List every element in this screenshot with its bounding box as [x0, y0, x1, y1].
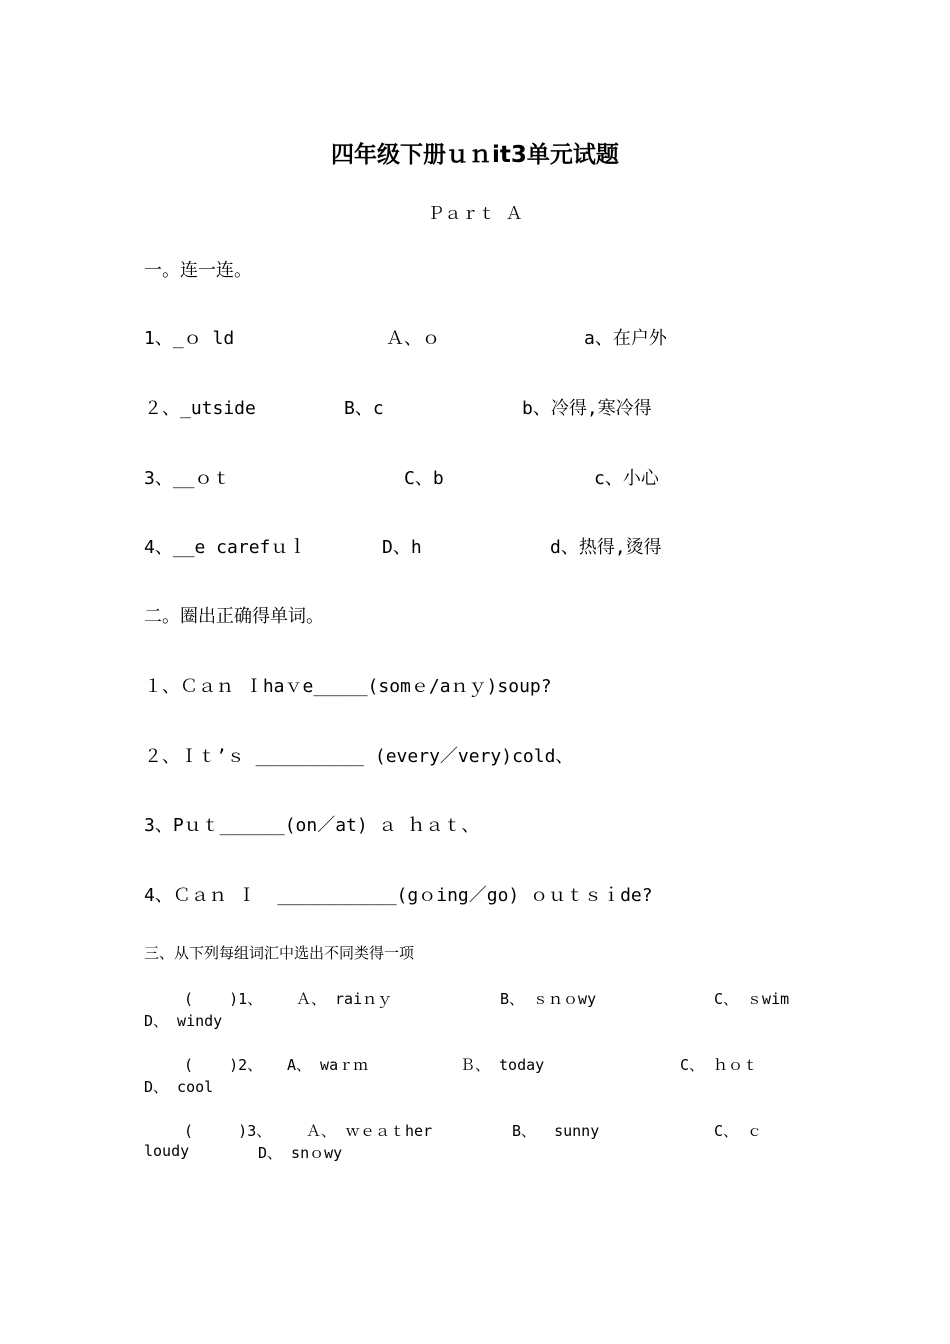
q2-option-a: A、 waｒｍ: [287, 1056, 369, 1074]
q2-option-d: D、 cool: [144, 1078, 214, 1096]
circle-item-3: 3、Pｕｔ______(on／at) ａ ｈａｔ、: [144, 815, 480, 836]
section2-heading: 二。圈出正确得单词。: [144, 606, 324, 627]
circle-item-4: 4、Ｃａｎ Ｉ ___________(gｏing／go) ｏｕｔｓｉde?: [144, 885, 653, 906]
match-meaning-3: c、小心: [594, 468, 659, 489]
q3-option-c-continued: loudy: [144, 1142, 190, 1160]
q3-option-a: Ａ、 ｗｅａｔher: [306, 1122, 433, 1140]
q1-number: ( )1、: [184, 990, 263, 1008]
section1-heading: 一。连一连。: [144, 260, 252, 281]
match-letter-4: D、h: [382, 537, 422, 558]
section3-heading: 三、从下列每组词汇中选出不同类得一项: [144, 944, 415, 962]
q2-option-b: Ｂ、 today: [460, 1056, 545, 1074]
circle-item-2: ２、Ｉｔ’ｓ __________ (every／very)cold、: [144, 746, 574, 767]
match-meaning-2: b、冷得,寒冷得: [522, 398, 652, 419]
match-meaning-1: a、在户外: [584, 328, 667, 349]
match-word-4: 4、__e carefｕｌ: [144, 537, 307, 558]
q3-option-c: C、 ｃ: [714, 1122, 763, 1140]
match-word-2: ２、_utside: [144, 398, 256, 419]
q1-option-a: Ａ、 raiｎｙ: [296, 990, 393, 1008]
q1-option-b: B、 ｓｎｏwy: [500, 990, 597, 1008]
document-title: 四年级下册ｕｎit3单元试题: [331, 142, 619, 168]
q2-option-c: C、 ｈｏｔ: [680, 1056, 759, 1074]
part-label: Ｐａｒｔ Ａ: [427, 204, 523, 224]
q1-option-c: C、 ｓwim: [714, 990, 790, 1008]
q3-number: ( )3、: [184, 1122, 272, 1140]
match-letter-2: B、c: [344, 398, 384, 419]
q1-option-d: D、 windy: [144, 1012, 223, 1030]
match-letter-3: C、b: [404, 468, 444, 489]
match-word-1: 1、_ｏ ld: [144, 328, 235, 349]
circle-item-1: １、Ｃａｎ Ｉhaｖe_____(somｅ/aｎｙ)soup?: [144, 676, 552, 697]
match-meaning-4: d、热得,烫得: [550, 537, 662, 558]
match-letter-1: Ａ、ｏ: [386, 328, 440, 349]
q2-number: ( )2、: [184, 1056, 263, 1074]
q3-option-b: B、 sunny: [512, 1122, 600, 1140]
q3-option-d: D、 snｏwy: [258, 1144, 343, 1162]
match-word-3: 3、__ｏｔ: [144, 468, 231, 489]
